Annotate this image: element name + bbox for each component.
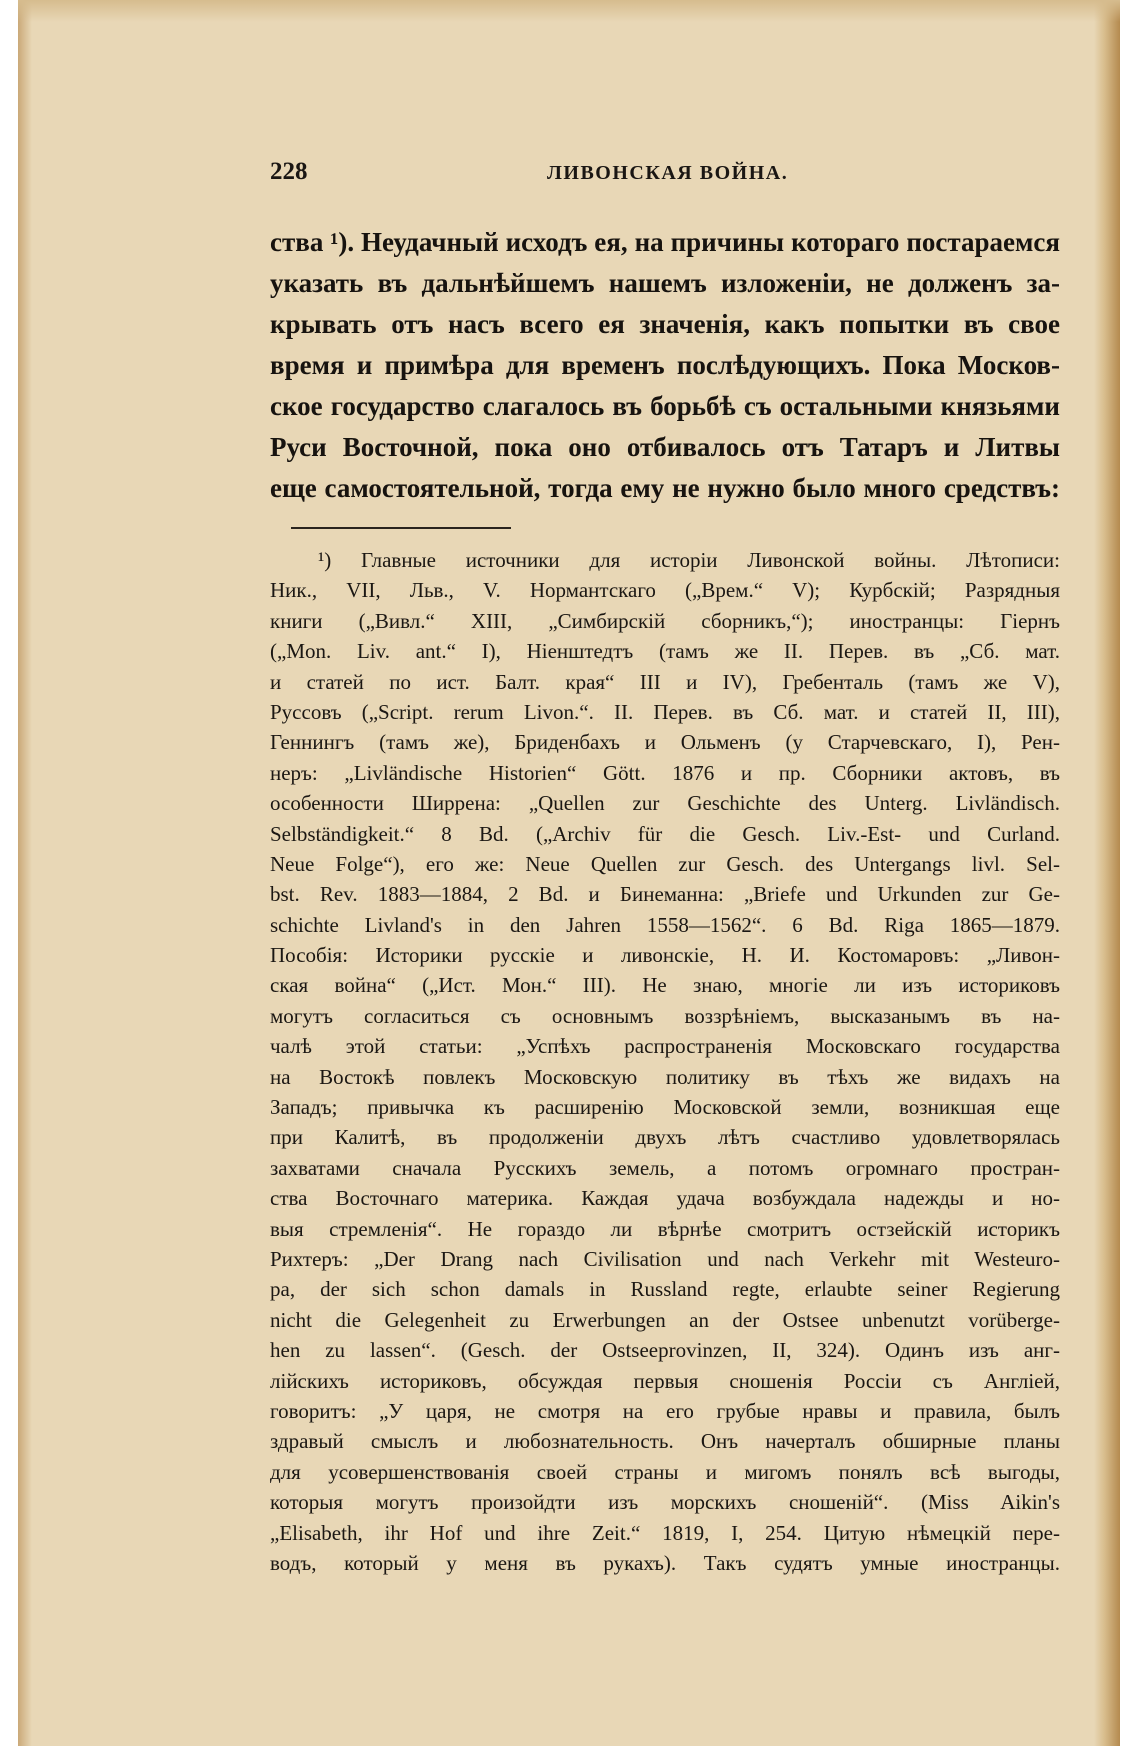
footnote-line: особенности Ширрена: „Quellen zur Geschichte des Unterg. Livländisch.: [270, 791, 1060, 816]
footnote-line: ская война“ („Ист. Мон.“ III). Не знаю, многіе ли изъ историковъ: [270, 973, 1060, 998]
main-text-block: [270, 222, 1060, 509]
page-header: [270, 158, 1060, 194]
footnote-line: pa, der sich schon damals in Russland regte, erlaubte seiner Regierung: [270, 1277, 1060, 1302]
footnote-line: Neue Folge“), его же: Neue Quellen zur Gesch. des Untergangs livl. Sel-: [270, 851, 1060, 876]
page-right-edge: [1094, 0, 1120, 1746]
footnote-line: bst. Rev. 1883—1884, 2 Bd. и Бинеманна: „Briefe und Urkunden zur Ge-: [270, 882, 1060, 907]
main-text-line: время и примѣра для временъ послѣдующихъ. Пока Москов-: [270, 350, 1060, 380]
footnote-line: Ник., VII, Льв., V. Нормантскаго („Врем.“ V); Курбскій; Разрядныя: [270, 578, 1060, 603]
footnote-line: Рихтеръ: „Der Drang nach Civilisation und nach Verkehr mit Westeuro-: [270, 1246, 1060, 1271]
main-text-line: еще самостоятельной, тогда ему не нужно было много средствъ:: [270, 473, 1060, 503]
footnote-line: захватами сначала Русскихъ земель, а потомъ огромнаго простран-: [270, 1155, 1060, 1180]
footnote-line: неръ: „Livländische Historien“ Gött. 1876 и пр. Сборники актовъ, въ: [270, 760, 1060, 785]
footnote-line: Selbständigkeit.“ 8 Bd. („Archiv für die Gesch. Liv.-Est- und Curland.: [270, 821, 1060, 846]
footnote-line: Руссовъ („Script. rerum Livon.“. II. Перев. въ Сб. мат. и статей II, III),: [270, 699, 1060, 724]
footnote-line: schichte Livland's in den Jahren 1558—1562“. 6 Bd. Riga 1865—1879.: [270, 912, 1060, 937]
footnote-line: ства Восточнаго материка. Каждая удача возбуждала надежды и но-: [270, 1186, 1060, 1211]
footnote-line: чалѣ этой статьи: „Успѣхъ распространенія Московскаго государства: [270, 1034, 1060, 1059]
footnote-line: Западъ; привычка къ расширенію Московской земли, возникшая еще: [270, 1095, 1060, 1120]
main-text-line: крывать отъ насъ всего ея значенія, какъ попытки въ свое: [270, 309, 1060, 339]
footnote-line: при Калитѣ, въ продолженіи двухъ лѣтъ счастливо удовлетворялась: [270, 1125, 1060, 1150]
footnote-line: nicht die Gelegenheit zu Erwerbungen an der Ostsee unbenutzt vorüberge-: [270, 1307, 1060, 1332]
footnote-line: hen zu lassen“. (Gesch. der Ostseeprovinzen, II, 324). Одинъ изъ анг-: [270, 1338, 1060, 1363]
running-title: ЛИВОНСКАЯ ВОЙНА.: [547, 162, 789, 184]
footnote-line: выя стремленія“. Не гораздо ли вѣрнѣе смотритъ остзейскій историкъ: [270, 1216, 1060, 1241]
footnote-line: Геннингъ (тамъ же), Бриденбахъ и Ольменъ (у Старчевскаго, I), Рен-: [270, 730, 1060, 755]
footnote-line: „Elisabeth, ihr Hof und ihre Zeit.“ 1819, I, 254. Цитую нѣмецкій пере-: [270, 1520, 1060, 1545]
footnote-line: Пособія: Историки русскіе и ливонскіе, Н. И. Костомаровъ: „Ливон-: [270, 943, 1060, 968]
footnote-divider: [291, 527, 511, 529]
footnote-line: книги („Вивл.“ XIII, „Симбирскій сборникъ,“); иностранцы: Гіернъ: [270, 608, 1060, 633]
footnote-line: („Mon. Liv. ant.“ I), Ніенштедтъ (тамъ же II. Перев. въ „Сб. мат.: [270, 639, 1060, 664]
footnote-line: и статей по ист. Балт. края“ III и IV), Гребенталь (тамъ же V),: [270, 669, 1060, 694]
footnote-line: для усовершенствованія своей страны и мигомъ понялъ всѣ выгоды,: [270, 1459, 1060, 1484]
page-left-edge: [18, 0, 32, 1746]
footnote-line: которыя могутъ произойдти изъ морскихъ сношеній“. (Miss Aikin's: [270, 1490, 1060, 1515]
footnote-line: могутъ согласиться съ основнымъ воззрѣніемъ, высказанымъ въ на-: [270, 1003, 1060, 1028]
main-text-line: ское государство слагалось въ борьбѣ съ остальными князьями: [270, 391, 1060, 421]
footnote-line: ¹) Главные источники для исторіи Ливонской войны. Лѣтописи:: [318, 548, 1060, 572]
footnote-block: [270, 545, 1060, 1578]
page-number: 228: [270, 158, 308, 185]
main-text-line: Руси Восточной, пока оно отбивалось отъ Татаръ и Литвы: [270, 432, 1060, 462]
footnote-line: лійскихъ историковъ, обсуждая первыя сношенія Россіи съ Англіей,: [270, 1368, 1060, 1393]
footnote-line: водъ, который у меня въ рукахъ). Такъ судятъ умные иностранцы.: [270, 1550, 1060, 1575]
footnote-line: говоритъ: „У царя, не смотря на его грубые нравы и правила, былъ: [270, 1398, 1060, 1423]
page-top-shade: [18, 0, 1120, 22]
main-text-line: указать въ дальнѣйшемъ нашемъ изложеніи, не долженъ за-: [270, 268, 1060, 298]
footnote-line: здравый смыслъ и любознательность. Онъ начерталъ обширные планы: [270, 1429, 1060, 1454]
main-text-line: ства ¹). Неудачный исходъ ея, на причины котораго постараемся: [270, 227, 1060, 257]
footnote-line: на Востокѣ повлекъ Московскую политику въ тѣхъ же видахъ на: [270, 1064, 1060, 1089]
